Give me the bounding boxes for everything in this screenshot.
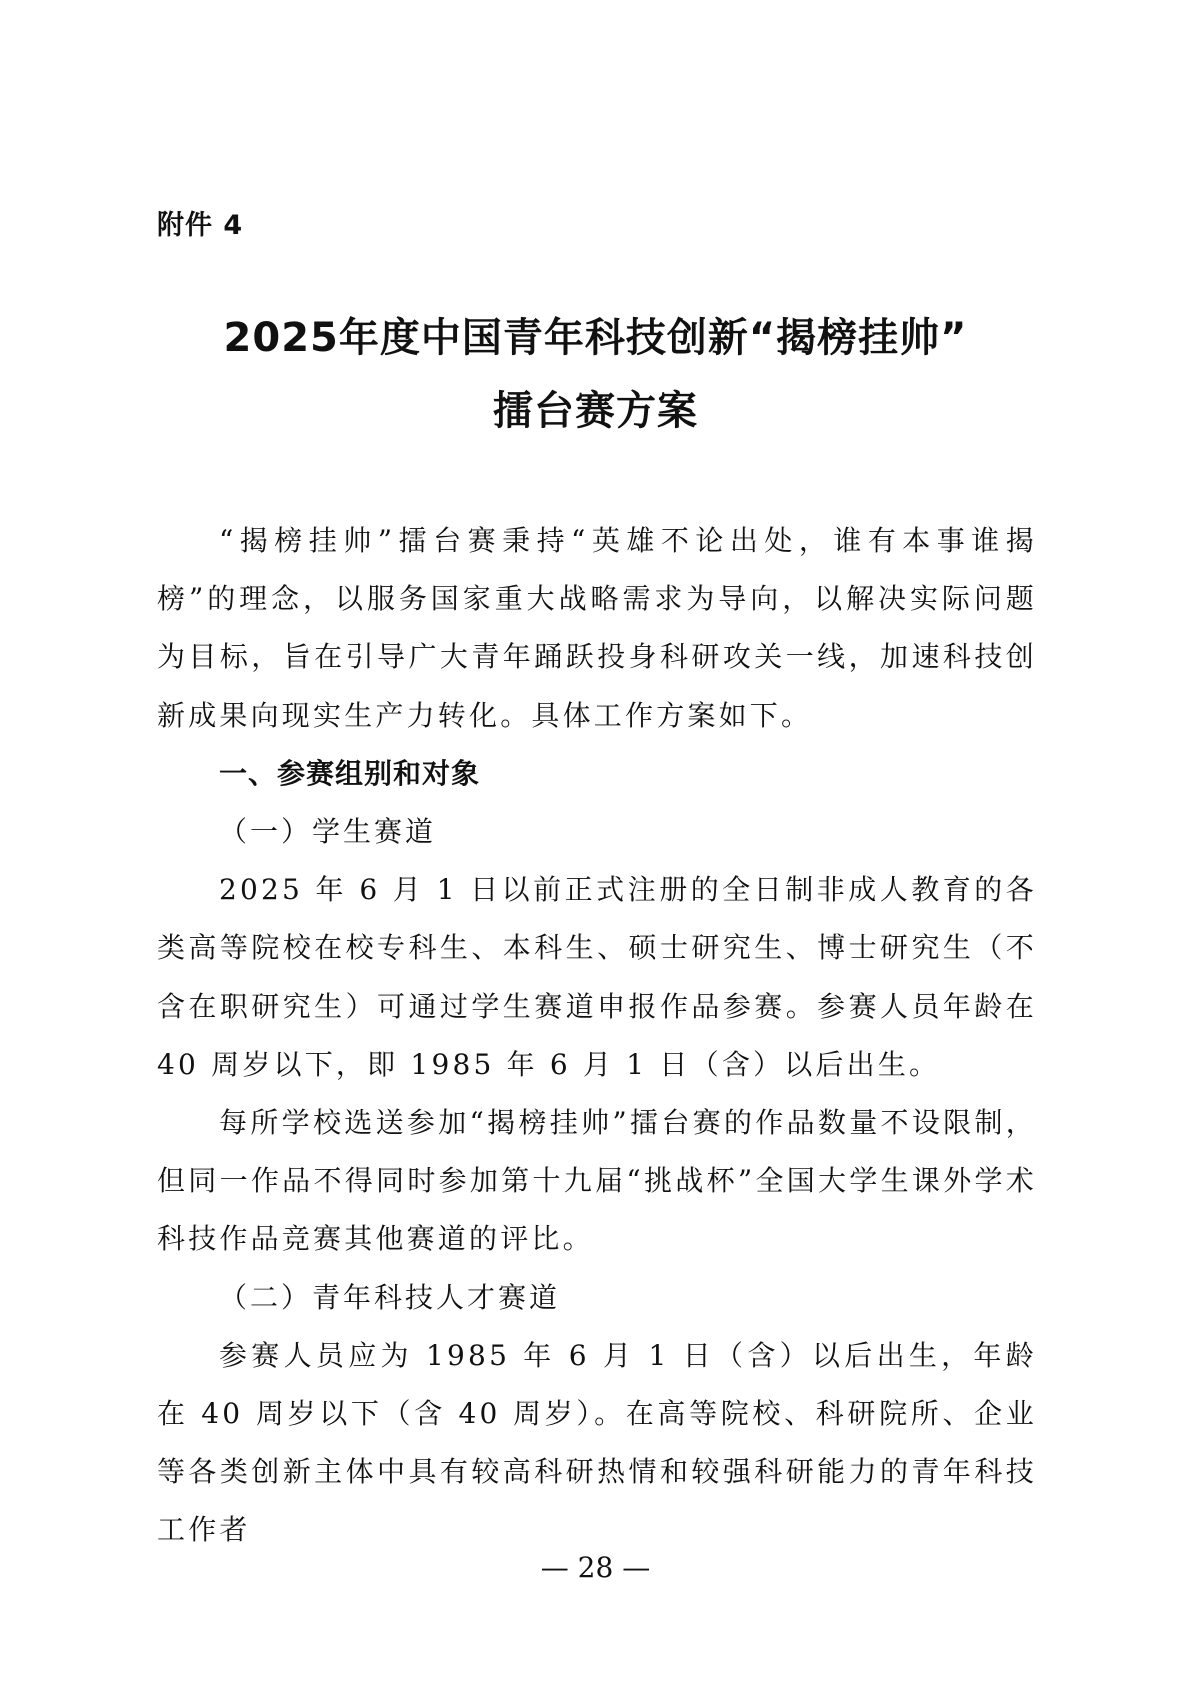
document-title-line-2: 擂台赛方案 [493,388,698,434]
attachment-label: 附件 4 [157,210,244,241]
document-title-line-1: 2025年度中国青年科技创新“揭榜挂帅” [223,315,968,361]
talent-track-paragraph-1: 参赛人员应为 1985 年 6 月 1 日（含）以后出生，年龄在 40 周岁以下（含 40 周岁）。在高等院校、科研院所、企业等各类创新主体中具有较高科研热情和较强科研能力的青年科技工作者 [157,1338,1037,1547]
section-1-heading: 一、参赛组别和对象 [219,756,481,790]
student-track-paragraph-1: 2025 年 6 月 1 日以前正式注册的全日制非成人教育的各类高等院校在校专科生、本科生、硕士研究生、博士研究生（不含在职研究生）可通过学生赛道申报作品参赛。参赛人员年龄在 40 周岁以下，即 1985 年 6 月 1 日（含）以后出生。 [157,873,1037,1081]
student-track-paragraph-2: 每所学校选送参加“揭榜挂帅”擂台赛的作品数量不设限制，但同一作品不得同时参加第十九届“挑战杯”全国大学生课外学术科技作品竞赛其他赛道的评比。 [157,1106,1037,1256]
subsection-1-heading: （一）学生赛道 [219,815,437,849]
document-body [157,512,1037,1560]
page-number: — 28 — [540,1551,651,1584]
intro-paragraph: “揭榜挂帅”擂台赛秉持“英雄不论出处，谁有本事谁揭榜”的理念，以服务国家重大战略需求为导向，以解决实际问题为目标，旨在引导广大青年踊跃投身科研攻关一线，加速科技创新成果向现实生产力转化。具体工作方案如下。 [157,524,1037,732]
subsection-2-heading: （二）青年科技人才赛道 [219,1280,561,1314]
